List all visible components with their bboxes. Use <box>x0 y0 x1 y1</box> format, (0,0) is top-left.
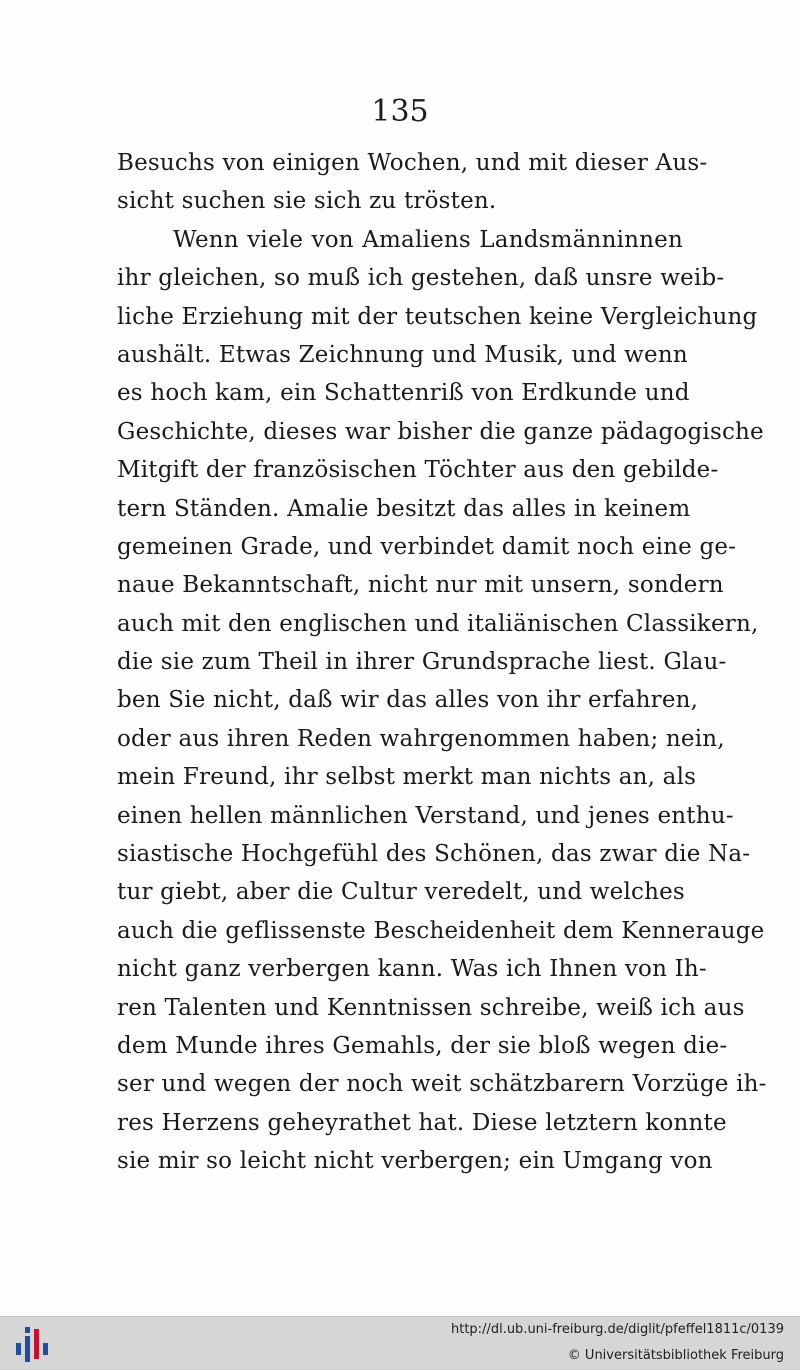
text-line: gemeinen Grade, und verbindet damit noch eine ge- <box>117 533 737 560</box>
text-line: nicht ganz verbergen kann. Was ich Ihnen von Ih- <box>117 956 707 983</box>
text-line: naue Bekanntschaft, nicht nur mit unsern, sondern <box>117 572 724 599</box>
ub-freiburg-logo-icon <box>14 1323 54 1365</box>
text-line: res Herzens geheyrathet hat. Diese letztern konnte <box>117 1109 727 1136</box>
text-line: dem Munde ihres Gemahls, der sie bloß wegen die- <box>117 1032 728 1059</box>
page-text <box>117 144 767 1181</box>
text-line: Besuchs von einigen Wochen, und mit dieser Aus- <box>117 150 708 176</box>
text-line: es hoch kam, ein Schattenriß von Erdkunde und <box>117 380 690 407</box>
copyright-text: © Universitätsbibliothek Freiburg <box>567 1348 784 1363</box>
text-line: mein Freund, ihr selbst merkt man nichts an, als <box>117 764 697 791</box>
text-line: oder aus ihren Reden wahrgenommen haben; nein, <box>117 725 725 752</box>
text-line: siastische Hochgefühl des Schönen, das zwar die Na- <box>117 841 751 868</box>
text-line: ser und wegen der noch weit schätzbarern Vorzüge ih- <box>117 1071 767 1098</box>
text-line: sicht suchen sie sich zu trösten. <box>117 188 497 215</box>
text-line: ren Talenten und Kenntnissen schreibe, weiß ich aus <box>117 994 745 1021</box>
page-number: 135 <box>371 94 429 129</box>
text-line: einen hellen männlichen Verstand, und jenes enthu- <box>117 802 734 829</box>
text-line: tern Ständen. Amalie besitzt das alles in keinem <box>117 495 691 522</box>
text-line: Mitgift der französischen Töchter aus den gebilde- <box>117 457 719 484</box>
text-line: Geschichte, dieses war bisher die ganze pädagogische <box>117 418 764 445</box>
text-line: ben Sie nicht, daß wir das alles von ihr erfahren, <box>117 687 699 714</box>
text-line: auch mit den englischen und italiänischen Classikern, <box>117 610 759 637</box>
text-line: tur giebt, aber die Cultur veredelt, und welches <box>117 879 685 906</box>
text-line: ihr gleichen, so muß ich gestehen, daß unsre weib- <box>117 265 725 292</box>
viewer-footer <box>0 1316 800 1370</box>
text-line: sie mir so leicht nicht verbergen; ein Umgang von <box>117 1148 713 1175</box>
text-line: aushält. Etwas Zeichnung und Musik, und wenn <box>117 341 688 368</box>
text-line: Wenn viele von Amaliens Landsmänninnen <box>173 226 683 253</box>
text-line: auch die geflissenste Bescheidenheit dem Kennerauge <box>117 917 765 944</box>
text-line: die sie zum Theil in ihrer Grundsprache liest. Glau- <box>117 649 727 676</box>
text-line: liche Erziehung mit der teutschen keine Vergleichung <box>117 303 758 330</box>
source-url-link[interactable]: http://dl.ub.uni-freiburg.de/diglit/pfeffel1811c/0139 <box>451 1322 784 1337</box>
